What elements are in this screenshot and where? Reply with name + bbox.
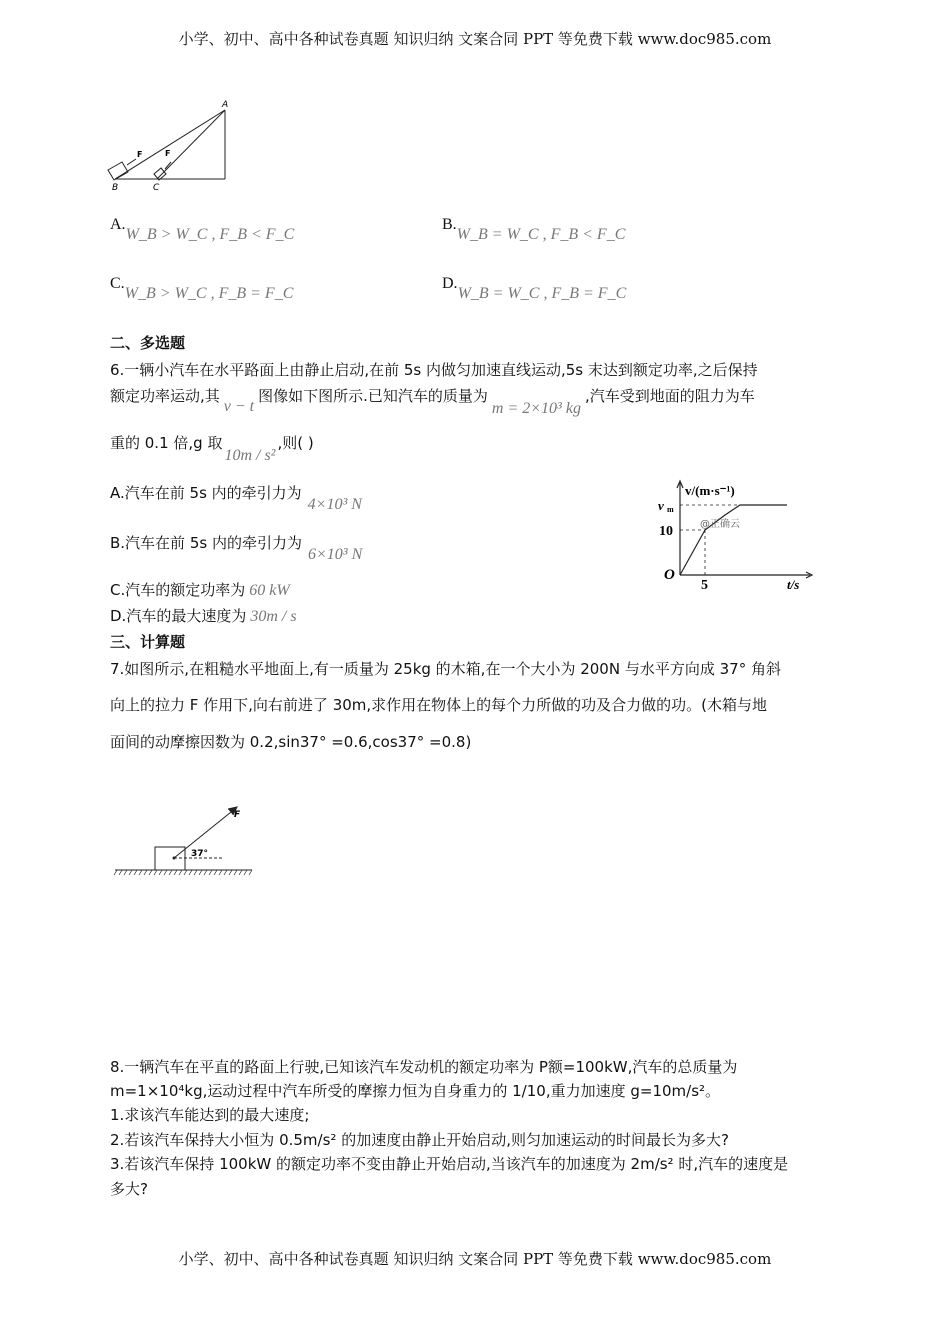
text: ,则( ) xyxy=(277,434,314,452)
q6-option-b[interactable] xyxy=(110,532,363,563)
box-force-figure xyxy=(112,800,262,885)
q6-option-d[interactable] xyxy=(110,605,297,626)
page-header: 小学、初中、高中各种试卷真题 知识归纳 文案合同 PPT 等免费下载 www.doc985.com xyxy=(178,30,772,48)
label-c: C xyxy=(153,183,160,193)
q8-line: m=1×10⁴kg,运动过程中汽车所受的摩擦力恒为自身重力的 1/10,重力加速度 g=10m/s²。 xyxy=(110,1082,721,1100)
q7-line: 7.如图所示,在粗糙水平地面上,有一质量为 25kg 的木箱,在一个大小为 200N 与水平方向成 37° 角斜 xyxy=(110,660,781,678)
math: 60 kW xyxy=(249,582,290,599)
option-label: A. xyxy=(110,216,126,233)
text: 图像如下图所示.已知汽车的质量为 xyxy=(258,387,488,405)
text: D.汽车的最大速度为 xyxy=(110,607,247,625)
vt-graph xyxy=(650,475,820,600)
option-a[interactable] xyxy=(110,215,295,243)
option-label: D. xyxy=(442,275,458,292)
option-d[interactable] xyxy=(442,274,627,302)
math: m = 2×10³ kg xyxy=(491,400,581,417)
option-expr: W_B = W_C , F_B < F_C xyxy=(456,226,626,243)
option-b[interactable] xyxy=(442,215,626,243)
section-heading: 二、多选题 xyxy=(110,334,186,352)
q6-line xyxy=(110,432,314,464)
option-expr: W_B > W_C , F_B < F_C xyxy=(125,226,295,243)
text: C.汽车的额定功率为 xyxy=(110,581,246,599)
option-expr: W_B > W_C , F_B = F_C xyxy=(124,285,294,302)
option-c[interactable] xyxy=(110,274,294,302)
origin-label: O xyxy=(664,567,675,583)
option-expr: W_B = W_C , F_B = F_C xyxy=(457,285,627,302)
label-fb: F xyxy=(137,150,143,159)
y-tick-10: 10 xyxy=(659,524,673,539)
q8-subquestion-2: 2.若该汽车保持大小恒为 0.5m/s² 的加速度由静止开始启动,则匀加速运动的时间最长为多大? xyxy=(110,1131,729,1149)
section-heading: 三、计算题 xyxy=(110,633,186,651)
label-a: A xyxy=(222,100,229,110)
q8-line: 多大? xyxy=(110,1180,148,1198)
force-label: F xyxy=(234,810,241,820)
y-axis-label: v/(m·s⁻¹) xyxy=(685,483,735,498)
q6-line: 6.一辆小汽车在水平路面上由静止启动,在前 5s 内做匀加速直线运动,5s 末达到额定功率,之后保持 xyxy=(110,361,758,379)
x-axis-label: t/s xyxy=(787,577,800,592)
watermark: @正确云 xyxy=(700,519,740,530)
math: 30m / s xyxy=(250,608,297,625)
text: A.汽车在前 5s 内的牵引力为 xyxy=(110,484,302,502)
math: 10m / s² xyxy=(224,447,276,464)
vm-sub: m xyxy=(667,505,674,514)
q6-option-a[interactable] xyxy=(110,482,362,513)
math: v − t xyxy=(223,398,255,415)
text: 额定功率运动,其 xyxy=(110,387,220,405)
text: ,汽车受到地面的阻力为车 xyxy=(584,387,755,405)
q6-option-c[interactable] xyxy=(110,579,290,600)
option-label: C. xyxy=(110,275,125,292)
option-label: B. xyxy=(442,216,457,233)
x-tick-5: 5 xyxy=(701,578,708,593)
vm-label: v xyxy=(658,498,664,513)
label-b: B xyxy=(112,183,119,193)
q8-subquestion-3: 3.若该汽车保持 100kW 的额定功率不变由静止开始启动,当该汽车的加速度为 2m/s² 时,汽车的速度是 xyxy=(110,1155,789,1173)
q7-line: 向上的拉力 F 作用下,向右前进了 30m,求作用在物体上的每个力所做的功及合力做的功。(木箱与地 xyxy=(110,696,768,714)
q8-subquestion-1: 1.求该汽车能达到的最大速度; xyxy=(110,1106,310,1124)
q6-line xyxy=(110,385,755,417)
label-fc: F xyxy=(165,149,171,158)
q7-line: 面间的动摩擦因数为 0.2,sin37° =0.6,cos37° =0.8) xyxy=(110,733,472,751)
angle-label: 37° xyxy=(191,849,209,859)
q8-line: 8.一辆汽车在平直的路面上行驶,已知该汽车发动机的额定功率为 P额=100kW,汽车的总质量为 xyxy=(110,1058,738,1076)
math: 4×10³ N xyxy=(307,496,362,513)
text: B.汽车在前 5s 内的牵引力为 xyxy=(110,534,302,552)
math: 6×10³ N xyxy=(307,546,363,563)
page-footer: 小学、初中、高中各种试卷真题 知识归纳 文案合同 PPT 等免费下载 www.doc985.com xyxy=(178,1250,772,1268)
text: 重的 0.1 倍,g 取 xyxy=(110,434,223,452)
incline-figure xyxy=(105,95,235,195)
